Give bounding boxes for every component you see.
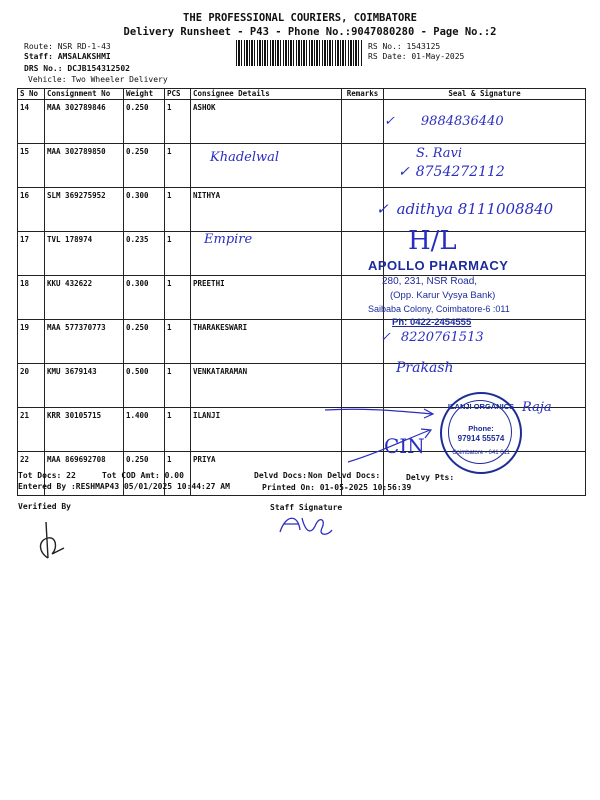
col-header-consignment: Consignment No	[45, 89, 124, 100]
sno-cell: 22	[18, 452, 45, 496]
stamp-pharmacy-line1: 280, 231, NSR Road,	[382, 276, 478, 287]
staff-name: AMSALAKSHMI	[57, 52, 111, 61]
handwritten-signature-row17: H/L	[408, 226, 457, 256]
arrow-lines	[320, 392, 440, 472]
consignment-cell: SLM 369275952	[45, 188, 124, 232]
col-header-consignee: Consignee Details	[191, 89, 342, 100]
sno-cell: 15	[18, 144, 45, 188]
col-header-pcs: PCS	[165, 89, 191, 100]
handwritten-consignee-khadelwal: Khadelwal	[210, 150, 280, 165]
consignment-cell: KMU 3679143	[45, 364, 124, 408]
printed-on: Printed On: 01-05-2025 10:56:39	[262, 483, 412, 492]
rs-date: RS Date: 01-May-2025	[368, 52, 465, 61]
consignee-cell: PRIYA	[191, 452, 342, 496]
handwritten-consignee-empire: Empire	[204, 232, 253, 247]
weight-cell: 0.250	[124, 452, 165, 496]
weight-cell: 0.300	[124, 276, 165, 320]
pcs-cell: 1	[165, 144, 191, 188]
total-docs: Tot Docs: 22	[18, 471, 76, 480]
col-header-weight: Weight	[124, 89, 165, 100]
table-header-row	[18, 89, 586, 100]
consignee-cell: ASHOK	[191, 100, 342, 144]
remarks-cell	[342, 320, 384, 364]
staff-signature	[276, 510, 336, 540]
staff-label: Staff:	[24, 52, 53, 61]
col-header-remarks: Remarks	[342, 89, 384, 100]
table-row	[18, 320, 586, 364]
stamp-pharmacy-phone: Ph: 0422-2454555	[392, 317, 472, 328]
consignee-cell: VENKATARAMAN	[191, 364, 342, 408]
weight-cell: 0.250	[124, 320, 165, 364]
sno-cell: 18	[18, 276, 45, 320]
ilanji-stamp-name: ILANJI ORGANICS	[447, 402, 515, 411]
stamp-pharmacy-line3: Saibaba Colony, Coimbatore-6 :011	[368, 304, 510, 314]
remarks-cell	[342, 100, 384, 144]
sno-cell: 16	[18, 188, 45, 232]
verifier-signature	[34, 518, 70, 564]
drs-line	[24, 64, 130, 74]
weight-cell: 1.400	[124, 408, 165, 452]
sno-cell: 17	[18, 232, 45, 276]
pcs-cell: 1	[165, 452, 191, 496]
verified-by-label: Verified By	[18, 502, 71, 511]
delivery-points: Delvy Pts:	[406, 473, 455, 482]
pcs-cell: 1	[165, 276, 191, 320]
delivered-docs: Delvd Docs:	[254, 471, 307, 480]
drs-number: DCJB154312502	[67, 64, 130, 73]
consignee-cell: NITHYA	[191, 188, 342, 232]
stamp-pharmacy-name: APOLLO PHARMACY	[368, 258, 509, 273]
handwritten-signature-row15-name: S. Ravi	[416, 146, 463, 161]
pcs-cell: 1	[165, 100, 191, 144]
ilanji-stamp-city: Coimbatore - 641 011	[452, 450, 510, 456]
sno-cell: 21	[18, 408, 45, 452]
handwritten-signature-row20: Prakash	[396, 360, 454, 376]
handwritten-signature-row21: Raja	[522, 400, 552, 415]
total-cod-amount: Tot COD Amt: 0.00	[102, 471, 184, 480]
sno-cell: 20	[18, 364, 45, 408]
sno-cell: 19	[18, 320, 45, 364]
drs-label: DRS No.:	[24, 64, 63, 73]
consignee-cell: THARAKESWARI	[191, 320, 342, 364]
handwritten-pharmacy-phone: ✓ 8220761513	[380, 330, 484, 345]
handwritten-signature-row22: CIN	[384, 434, 425, 458]
consignment-cell: MAA 577370773	[45, 320, 124, 364]
sno-cell: 14	[18, 100, 45, 144]
weight-cell: 0.500	[124, 364, 165, 408]
consignee-cell: ILANJI	[191, 408, 342, 452]
consignment-cell: KKU 432622	[45, 276, 124, 320]
consignment-cell: KRR 30105715	[45, 408, 124, 452]
col-header-sno: S No	[18, 89, 45, 100]
weight-cell: 0.250	[124, 100, 165, 144]
handwritten-signature-row15-phone: ✓ 8754272112	[398, 164, 505, 180]
handwritten-signature-row16: ✓ adithya 8111008840	[376, 200, 554, 218]
weight-cell: 0.300	[124, 188, 165, 232]
col-header-seal: Seal & Signature	[384, 89, 586, 100]
consignment-cell: MAA 302789850	[45, 144, 124, 188]
ilanji-stamp-phone: 97914 55574	[457, 434, 505, 443]
consignment-cell: MAA 869692708	[45, 452, 124, 496]
pcs-cell: 1	[165, 188, 191, 232]
runsheet-subtitle: Delivery Runsheet - P43 - Phone No.:9047080280 - Page No.:2	[123, 26, 497, 38]
vehicle-label: Vehicle: Two Wheeler Delivery	[28, 75, 168, 84]
consignment-cell: MAA 302789846	[45, 100, 124, 144]
weight-cell: 0.250	[124, 144, 165, 188]
staff-signature-label: Staff Signature	[270, 503, 343, 512]
pcs-cell: 1	[165, 320, 191, 364]
ilanji-stamp-phone-label: Phone:	[468, 424, 494, 433]
pcs-cell: 1	[165, 232, 191, 276]
ilanji-stamp	[440, 392, 522, 474]
company-title: THE PROFESSIONAL COURIERS, COIMBATORE	[183, 12, 417, 24]
pcs-cell: 1	[165, 364, 191, 408]
non-delivered-docs: Non Delvd Docs:	[308, 471, 381, 480]
barcode	[236, 40, 362, 66]
entered-by: Entered By :RESHMAP43 05/01/2025 10:44:27 AM	[18, 482, 230, 491]
stamp-pharmacy-line2: (Opp. Karur Vysya Bank)	[390, 290, 496, 301]
route-label: Route: NSR RD-1-43	[24, 42, 111, 51]
weight-cell: 0.235	[124, 232, 165, 276]
handwritten-signature-row14: ✓ 9884836440	[384, 114, 504, 129]
consignee-cell: PREETHI	[191, 276, 342, 320]
rs-number: RS No.: 1543125	[368, 42, 441, 51]
consignment-cell: TVL 178974	[45, 232, 124, 276]
pcs-cell: 1	[165, 408, 191, 452]
staff-line	[24, 52, 111, 62]
remarks-cell	[342, 144, 384, 188]
